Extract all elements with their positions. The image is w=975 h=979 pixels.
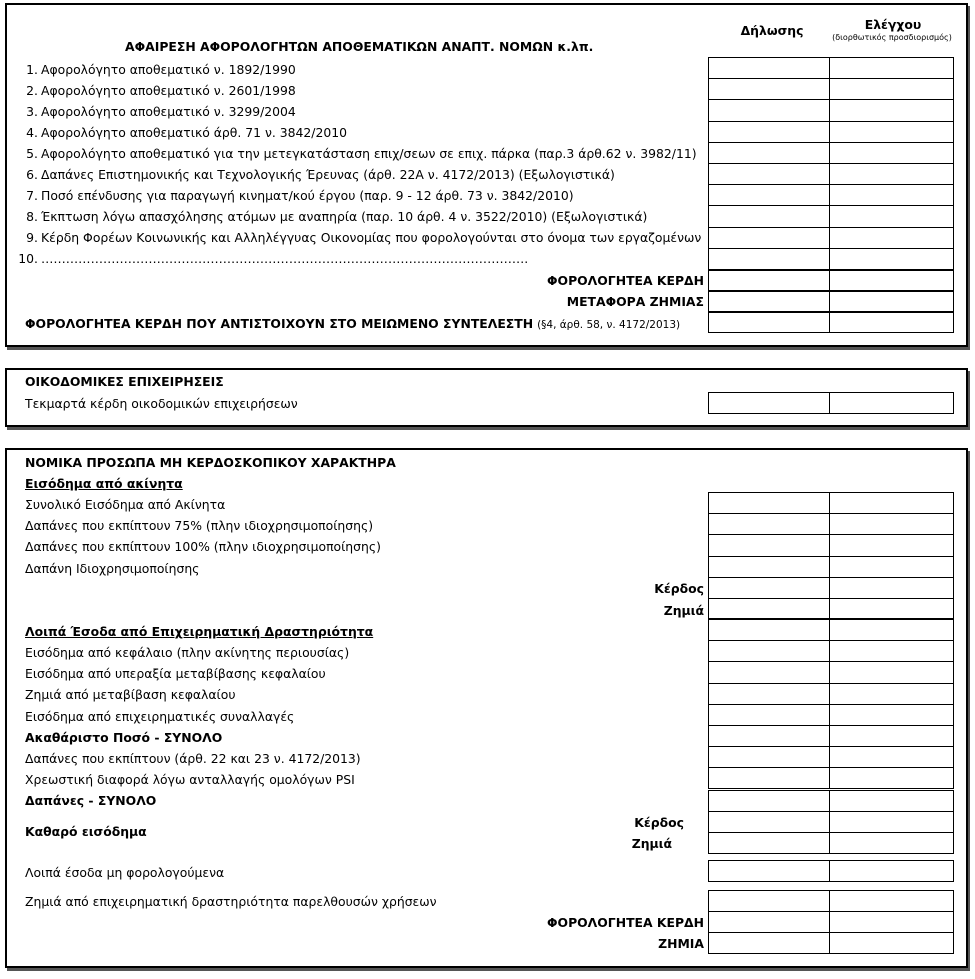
realestate-declaration-input[interactable] (709, 514, 828, 533)
realestate-heading: Εισόδημα από ακίνητα (25, 476, 183, 491)
realestate-audit-input[interactable] (830, 493, 952, 512)
reserve-item-label: Αφορολόγητο αποθεματικό για την μετεγκατάσταση επιχ/σεων σε επιχ. πάρκα (παρ.3 άρθ.62 ν. 3982/11) (41, 146, 697, 161)
reserve-item-number: 9. (26, 230, 38, 245)
business-audit-input[interactable] (830, 641, 952, 660)
business-declaration-input[interactable] (709, 768, 828, 787)
business-audit-input[interactable] (830, 705, 952, 724)
reserve-declaration-input[interactable] (709, 206, 828, 225)
realestate-audit-input[interactable] (830, 578, 952, 597)
reserve-audit-input[interactable] (830, 100, 953, 119)
reserve-audit-input[interactable] (830, 58, 953, 77)
reserve-item-number: 5. (26, 146, 38, 161)
nonprofit-taxable-profits-label: ΦΟΡΟΛΟΓΗΤΕΑ ΚΕΡΔΗ (547, 915, 704, 930)
net-income-declaration-input[interactable] (709, 812, 828, 831)
reduced-rate-row (25, 316, 680, 333)
nonprofit-loss-label: ΖΗΜΙΑ (658, 936, 704, 951)
section-title-reserves: ΑΦΑΙΡΕΣΗ ΑΦΟΡΟΛΟΓΗΤΩΝ ΑΠΟΘΕΜΑΤΙΚΩΝ ΑΝΑΠΤ. ΝΟΜΩΝ κ.λπ. (125, 39, 594, 54)
reserve-item-label: Κέρδη Φορέων Κοινωνικής και Αλληλέγγυας Οικονομίας που φορολογούνται στο όνομα των εργαζομένων (41, 230, 702, 245)
reserve-declaration-input[interactable] (709, 100, 828, 119)
reserves-section (5, 3, 968, 347)
business-audit-input[interactable] (830, 620, 952, 639)
prior-losses-label: Ζημιά από επιχειρηματική δραστηριότητα παρελθουσών χρήσεων (25, 894, 437, 909)
reserve-declaration-input[interactable] (709, 291, 828, 310)
section-title-construction: ΟΙΚΟΔΟΜΙΚΕΣ ΕΠΙΧΕΙΡΗΣΕΙΣ (25, 374, 224, 389)
reserve-declaration-input[interactable] (709, 79, 828, 98)
final-audit-input[interactable] (830, 933, 952, 952)
net-income-declaration-input[interactable] (709, 791, 828, 810)
realestate-audit-input[interactable] (830, 514, 952, 533)
reserve-declaration-input[interactable] (709, 312, 828, 331)
reserve-audit-input[interactable] (830, 143, 953, 162)
realestate-item-label: Δαπάνη Ιδιοχρησιμοποίησης (25, 560, 200, 576)
reserve-item-number: 3. (26, 104, 38, 119)
section-title-nonprofit: ΝΟΜΙΚΑ ΠΡΟΣΩΠΑ ΜΗ ΚΕΡΔΟΣΚΟΠΙΚΟΥ ΧΑΡΑΚΤΗΡΑ (25, 455, 396, 470)
reserve-audit-input[interactable] (830, 79, 953, 98)
reserve-item-number: 7. (26, 188, 38, 203)
reserve-audit-input[interactable] (830, 312, 953, 331)
reserve-declaration-input[interactable] (709, 143, 828, 162)
final-declaration-input[interactable] (709, 891, 828, 910)
reserve-audit-input[interactable] (830, 164, 953, 183)
business-heading: Λοιπά Έσοδα από Επιχειρηματική Δραστηριότητα (25, 624, 374, 639)
reserve-declaration-input[interactable] (709, 164, 828, 183)
reserve-item-label: Αφορολόγητο αποθεματικό ν. 3299/2004 (41, 104, 296, 119)
final-declaration-input[interactable] (709, 912, 828, 931)
net-income-audit-input[interactable] (830, 833, 952, 852)
business-audit-input[interactable] (830, 768, 952, 787)
net-income-audit-input[interactable] (830, 791, 952, 810)
business-item-label: Εισόδημα από επιχειρηματικές συναλλαγές (25, 708, 295, 724)
reserve-item-label: Αφορολόγητο αποθεματικό άρθ. 71 ν. 3842/2010 (41, 125, 348, 140)
net-income-declaration-input[interactable] (709, 833, 828, 852)
reserve-declaration-input[interactable] (709, 270, 828, 289)
expenses-total-label: Δαπάνες - ΣΥΝΟΛΟ (25, 793, 157, 808)
business-declaration-input[interactable] (709, 620, 828, 639)
other-untaxed-audit-input[interactable] (830, 861, 952, 881)
realestate-audit-input[interactable] (830, 557, 952, 576)
reserve-declaration-input[interactable] (709, 122, 828, 141)
net-loss-label: Ζημιά (631, 836, 672, 851)
reserve-item-number: 6. (26, 167, 38, 182)
business-audit-input[interactable] (830, 662, 952, 681)
final-audit-input[interactable] (830, 912, 952, 931)
business-item-label: Εισόδημα από κεφάλαιο (πλην ακίνητης περιουσίας) (25, 645, 350, 660)
other-untaxed-declaration-input[interactable] (709, 861, 828, 881)
realestate-item-label: Συνολικό Εισόδημα από Ακίνητα (25, 497, 226, 512)
reserve-audit-input[interactable] (830, 270, 953, 289)
business-audit-input[interactable] (830, 747, 952, 766)
nonprofit-section (5, 448, 968, 968)
realestate-declaration-input[interactable] (709, 599, 828, 618)
realestate-audit-input[interactable] (830, 599, 952, 618)
reduced-rate-label: ΦΟΡΟΛΟΓΗΤΕΑ ΚΕΡΔΗ ΠΟΥ ΑΝΤΙΣΤΟΙΧΟΥΝ ΣΤΟ ΜΕΙΩΜΕΝΟ ΣΥΝΤΕΛΕΣΤΗ (25, 316, 534, 331)
realestate-declaration-input[interactable] (709, 578, 828, 597)
reserve-declaration-input[interactable] (709, 228, 828, 247)
presumed-profits-audit-input[interactable] (829, 392, 954, 414)
reserve-audit-input[interactable] (830, 228, 953, 247)
reserve-declaration-input[interactable] (709, 185, 828, 204)
realestate-audit-input[interactable] (830, 535, 952, 554)
reserve-audit-input[interactable] (830, 291, 953, 310)
reserve-item-label: Δαπάνες Επιστημονικής και Τεχνολογικής Έρευνας (άρθ. 22Α ν. 4172/2013) (Εξωλογιστικά) (41, 167, 615, 182)
presumed-profits-declaration-input[interactable] (708, 392, 830, 414)
loss-transfer-label: ΜΕΤΑΦΟΡΑ ΖΗΜΙΑΣ (566, 294, 704, 309)
declaration-column-header: Δήλωσης (740, 23, 804, 38)
business-declaration-input[interactable] (709, 641, 828, 660)
expense-item-label: Χρεωστική διαφορά λόγω ανταλλαγής ομολόγων PSI (25, 772, 355, 788)
gross-total-label: Ακαθάριστο Ποσό - ΣΥΝΟΛΟ (25, 730, 223, 745)
final-declaration-input[interactable] (709, 933, 828, 952)
audit-column-header: Ελέγχου (864, 17, 922, 32)
reserve-item-number: 1. (26, 62, 38, 77)
reserve-item-number: 2. (26, 83, 38, 98)
business-declaration-input[interactable] (709, 726, 828, 745)
other-untaxed-label: Λοιπά έσοδα μη φορολογούμενα (25, 865, 225, 880)
business-audit-input[interactable] (830, 684, 952, 703)
business-declaration-input[interactable] (709, 684, 828, 703)
realestate-item-label: Δαπάνες που εκπίπτουν 75% (πλην ιδιοχρησιμοποίησης) (25, 518, 374, 534)
reserve-declaration-input[interactable] (709, 249, 828, 268)
realestate-declaration-input[interactable] (709, 557, 828, 576)
reserve-declaration-input[interactable] (709, 58, 828, 77)
reserve-item-label: Αφορολόγητο αποθεματικό ν. 2601/1998 (41, 83, 296, 98)
business-item-label: Ζημιά από μεταβίβαση κεφαλαίου (25, 687, 236, 703)
net-income-audit-input[interactable] (830, 812, 952, 831)
reserve-item-label: Αφορολόγητο αποθεματικό ν. 1892/1990 (41, 62, 296, 77)
realestate-declaration-input[interactable] (709, 493, 828, 512)
expense-item-label: Δαπάνες που εκπίπτουν (άρθ. 22 και 23 ν. 4172/2013) (25, 751, 361, 766)
reserve-audit-input[interactable] (830, 206, 953, 225)
reserve-item-label: ………………………………………………………………………………………………………. (41, 251, 529, 266)
reserve-item-label: Έκπτωση λόγω απασχόλησης ατόμων με αναπηρία (παρ. 10 άρθ. 4 ν. 3522/2010) (Εξωλογιστικά) (41, 209, 648, 224)
net-income-label: Καθαρό εισόδημα (25, 824, 147, 839)
construction-section (5, 368, 968, 427)
realestate-loss-label: Ζημιά (663, 603, 704, 618)
taxable-profits-label: ΦΟΡΟΛΟΓΗΤΕΑ ΚΕΡΔΗ (547, 273, 704, 288)
reserve-item-number: 8. (26, 209, 38, 224)
reserve-audit-input[interactable] (830, 122, 953, 141)
realestate-item-label: Δαπάνες που εκπίπτουν 100% (πλην ιδιοχρησιμοποίησης) (25, 539, 381, 555)
realestate-declaration-input[interactable] (709, 535, 828, 554)
final-audit-input[interactable] (830, 891, 952, 910)
presumed-profits-label: Τεκμαρτά κέρδη οικοδομικών επιχειρήσεων (25, 396, 298, 411)
reduced-rate-reference: (§4, άρθ. 58, ν. 4172/2013) (537, 319, 681, 331)
business-declaration-input[interactable] (709, 747, 828, 766)
business-declaration-input[interactable] (709, 705, 828, 724)
business-item-label: Εισόδημα από υπεραξία μεταβίβασης κεφαλαίου (25, 666, 326, 682)
reserve-audit-input[interactable] (830, 185, 953, 204)
reserve-item-number: 10. (18, 251, 38, 266)
business-declaration-input[interactable] (709, 662, 828, 681)
reserve-audit-input[interactable] (830, 249, 953, 268)
audit-column-note: (διορθωτικός προσδιορισμός) (832, 33, 952, 42)
reserve-item-number: 4. (26, 125, 38, 140)
reserve-item-label: Ποσό επένδυσης για παραγωγή κινηματ/κού έργου (παρ. 9 - 12 άρθ. 73 ν. 3842/2010) (41, 188, 574, 203)
net-profit-label: Κέρδος (634, 815, 684, 830)
realestate-profit-label: Κέρδος (654, 581, 704, 596)
business-audit-input[interactable] (830, 726, 952, 745)
